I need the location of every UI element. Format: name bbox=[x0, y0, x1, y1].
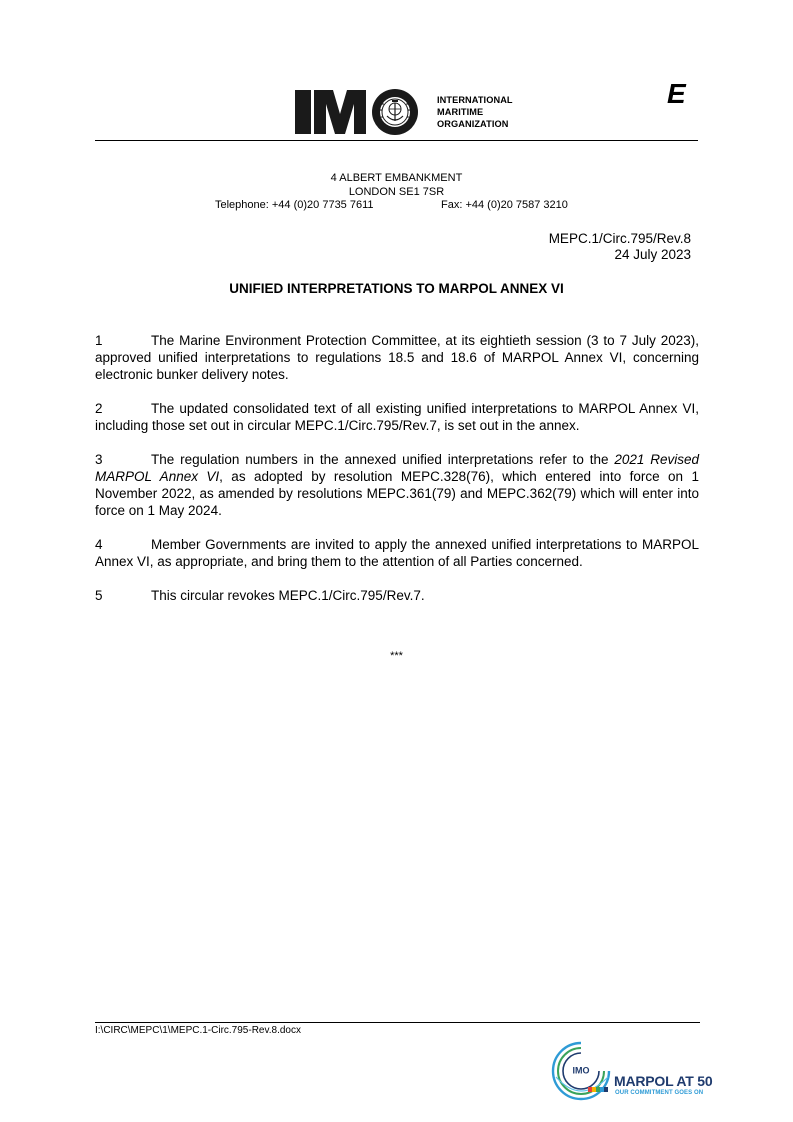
document-body bbox=[95, 332, 699, 621]
paragraph-number: 4 bbox=[95, 537, 103, 552]
paragraph-italic-title: 2021 Revised MARPOL Annex VI bbox=[95, 452, 699, 484]
paragraph-text: This circular revokes MEPC.1/Circ.795/Rev.7. bbox=[151, 588, 425, 603]
paragraph-3 bbox=[95, 451, 699, 519]
document-reference-block bbox=[549, 231, 691, 263]
paragraph-2 bbox=[95, 400, 699, 434]
paragraph-text-continued: , as adopted by resolution MEPC.328(76), which entered into force on 1 November 2022, as amended by resolutions MEPC.361(79) and MEPC.362(79) which will enter into force on 1 May 2024. bbox=[95, 469, 699, 518]
imo-logo-block bbox=[295, 88, 535, 138]
marpol-badge-title: MARPOL AT 50 bbox=[614, 1073, 713, 1089]
paragraph-text: The regulation numbers in the annexed unified interpretations refer to the bbox=[151, 452, 615, 467]
document-title: UNIFIED INTERPRETATIONS TO MARPOL ANNEX VI bbox=[229, 281, 564, 296]
telephone: Telephone: +44 (0)20 7735 7611 bbox=[215, 199, 374, 211]
paragraph-4 bbox=[95, 536, 699, 570]
org-line-2: MARITIME bbox=[437, 107, 484, 118]
marpol-at-50-badge bbox=[548, 1037, 713, 1105]
paragraph-text: The Marine Environment Protection Committee, at its eightieth session (3 to 7 July 2023), approved unified interpretations to regulations 18.5 and 18.6 of MARPOL Annex VI, concerning electronic bunker delivery notes. bbox=[95, 333, 699, 382]
marpol-emblem-icon bbox=[548, 1037, 614, 1105]
document-symbol: MEPC.1/Circ.795/Rev.8 bbox=[548, 231, 691, 246]
document-date: 24 July 2023 bbox=[614, 247, 691, 262]
org-line-3: ORGANIZATION bbox=[437, 119, 509, 130]
paragraph-text: Member Governments are invited to apply the annexed unified interpretations to MARPOL Annex VI, as appropriate, and bring them to the attention of all Parties concerned. bbox=[95, 537, 699, 569]
section-separator: *** bbox=[390, 650, 403, 662]
address-city: LONDON SE1 7SR bbox=[348, 185, 445, 198]
marpol-badge-subtitle: OUR COMMITMENT GOES ON bbox=[615, 1090, 704, 1096]
paragraph-text: The updated consolidated text of all existing unified interpretations to MARPOL Annex VI, including those set out in circular MEPC.1/Circ.795/Rev.7, is set out in the annex. bbox=[95, 401, 699, 433]
marpol-badge-imo-text: IMO bbox=[572, 1065, 590, 1076]
paragraph-1 bbox=[95, 332, 699, 383]
fax: Fax: +44 (0)20 7587 3210 bbox=[441, 199, 568, 211]
header-divider bbox=[95, 140, 698, 141]
file-path: I:\CIRC\MEPC\1\MEPC.1-Circ.795-Rev.8.docx bbox=[95, 1025, 301, 1036]
paragraph-number: 1 bbox=[95, 333, 103, 348]
footer-divider bbox=[95, 1022, 700, 1023]
paragraph-number: 3 bbox=[95, 452, 103, 467]
paragraph-number: 5 bbox=[95, 588, 103, 603]
address-street: 4 ALBERT EMBANKMENT bbox=[330, 172, 463, 184]
org-line-1: INTERNATIONAL bbox=[437, 95, 513, 105]
language-indicator: E bbox=[667, 78, 686, 109]
paragraph-number: 2 bbox=[95, 401, 103, 416]
address-block bbox=[0, 172, 793, 213]
paragraph-5 bbox=[95, 587, 699, 604]
imo-logo bbox=[295, 88, 429, 136]
contact-line bbox=[0, 199, 793, 213]
organization-name bbox=[437, 94, 513, 131]
